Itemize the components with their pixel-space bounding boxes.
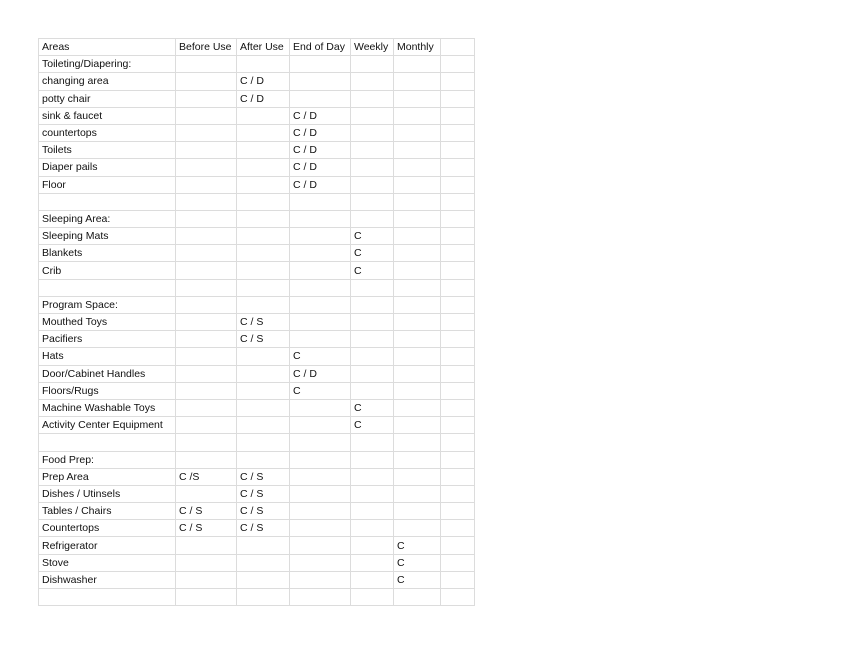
- table-row: [39, 417, 475, 434]
- table-row: [39, 176, 475, 193]
- schedule-cell[interactable]: C: [290, 382, 351, 399]
- table-row: [39, 279, 475, 296]
- schedule-cell[interactable]: [351, 589, 394, 606]
- schedule-cell[interactable]: [394, 90, 441, 107]
- schedule-cell[interactable]: [290, 90, 351, 107]
- schedule-cell[interactable]: [351, 142, 394, 159]
- schedule-cell[interactable]: [176, 331, 237, 348]
- area-cell[interactable]: Dishes / Utinsels: [39, 485, 176, 502]
- schedule-cell[interactable]: [290, 589, 351, 606]
- schedule-cell[interactable]: [394, 348, 441, 365]
- area-cell[interactable]: Stove: [39, 554, 176, 571]
- header-cell[interactable]: [441, 39, 475, 56]
- area-cell[interactable]: [39, 589, 176, 606]
- table-row: [39, 56, 475, 73]
- schedule-cell[interactable]: [394, 56, 441, 73]
- schedule-cell[interactable]: [351, 56, 394, 73]
- table-row: [39, 571, 475, 588]
- schedule-cell[interactable]: [394, 228, 441, 245]
- schedule-cell[interactable]: C / D: [290, 142, 351, 159]
- schedule-cell[interactable]: [237, 399, 290, 416]
- area-cell[interactable]: [39, 434, 176, 451]
- schedule-cell[interactable]: [290, 434, 351, 451]
- schedule-cell[interactable]: [394, 107, 441, 124]
- schedule-cell[interactable]: [176, 107, 237, 124]
- schedule-cell[interactable]: [237, 245, 290, 262]
- table-row: [39, 314, 475, 331]
- schedule-cell[interactable]: C: [290, 348, 351, 365]
- schedule-cell[interactable]: [441, 331, 475, 348]
- header-row: [39, 39, 475, 56]
- schedule-cell[interactable]: [351, 451, 394, 468]
- schedule-cell[interactable]: [394, 193, 441, 210]
- table-row: [39, 331, 475, 348]
- schedule-cell[interactable]: [237, 434, 290, 451]
- schedule-cell[interactable]: C: [351, 417, 394, 434]
- area-cell[interactable]: Door/Cabinet Handles: [39, 365, 176, 382]
- schedule-cell[interactable]: [237, 176, 290, 193]
- table-row: [39, 468, 475, 485]
- table-row: [39, 296, 475, 313]
- table-row: [39, 124, 475, 141]
- schedule-cell[interactable]: [441, 399, 475, 416]
- schedule-cell[interactable]: [394, 365, 441, 382]
- schedule-cell[interactable]: [394, 382, 441, 399]
- schedule-cell[interactable]: [176, 399, 237, 416]
- schedule-cell[interactable]: [441, 314, 475, 331]
- schedule-cell[interactable]: [351, 279, 394, 296]
- schedule-cell[interactable]: [351, 503, 394, 520]
- schedule-cell[interactable]: [176, 296, 237, 313]
- schedule-cell[interactable]: [351, 210, 394, 227]
- table-row: [39, 382, 475, 399]
- schedule-cell[interactable]: [351, 314, 394, 331]
- schedule-cell[interactable]: [176, 537, 237, 554]
- schedule-cell[interactable]: [176, 348, 237, 365]
- schedule-cell[interactable]: [237, 537, 290, 554]
- table-row: [39, 159, 475, 176]
- schedule-cell[interactable]: C / D: [290, 365, 351, 382]
- schedule-cell[interactable]: [441, 107, 475, 124]
- schedule-cell[interactable]: C / D: [290, 176, 351, 193]
- schedule-cell[interactable]: [290, 210, 351, 227]
- schedule-cell[interactable]: [351, 348, 394, 365]
- schedule-cell[interactable]: [441, 56, 475, 73]
- schedule-cell[interactable]: [290, 503, 351, 520]
- schedule-cell[interactable]: [237, 417, 290, 434]
- schedule-cell[interactable]: [176, 417, 237, 434]
- schedule-cell[interactable]: [176, 279, 237, 296]
- schedule-cell[interactable]: [290, 451, 351, 468]
- schedule-cell[interactable]: [441, 571, 475, 588]
- schedule-cell[interactable]: C / D: [237, 73, 290, 90]
- area-cell[interactable]: Program Space:: [39, 296, 176, 313]
- schedule-cell[interactable]: C / D: [290, 124, 351, 141]
- schedule-cell[interactable]: [237, 193, 290, 210]
- schedule-cell[interactable]: [351, 90, 394, 107]
- schedule-cell[interactable]: C: [351, 399, 394, 416]
- schedule-cell[interactable]: [351, 159, 394, 176]
- schedule-cell[interactable]: [176, 571, 237, 588]
- schedule-cell[interactable]: [394, 124, 441, 141]
- area-cell[interactable]: Activity Center Equipment: [39, 417, 176, 434]
- schedule-cell[interactable]: [351, 331, 394, 348]
- schedule-cell[interactable]: [176, 485, 237, 502]
- schedule-cell[interactable]: [237, 142, 290, 159]
- schedule-cell[interactable]: [394, 245, 441, 262]
- table-row: [39, 399, 475, 416]
- schedule-cell[interactable]: [351, 554, 394, 571]
- area-cell[interactable]: Food Prep:: [39, 451, 176, 468]
- area-cell[interactable]: Toileting/Diapering:: [39, 56, 176, 73]
- area-cell[interactable]: Machine Washable Toys: [39, 399, 176, 416]
- schedule-cell[interactable]: [290, 571, 351, 588]
- schedule-cell[interactable]: [351, 193, 394, 210]
- area-cell[interactable]: changing area: [39, 73, 176, 90]
- schedule-cell[interactable]: [441, 245, 475, 262]
- schedule-cell[interactable]: [441, 503, 475, 520]
- schedule-cell[interactable]: C / S: [237, 468, 290, 485]
- schedule-cell[interactable]: [290, 73, 351, 90]
- schedule-cell[interactable]: [290, 262, 351, 279]
- schedule-cell[interactable]: [237, 279, 290, 296]
- schedule-cell[interactable]: [237, 56, 290, 73]
- schedule-cell[interactable]: [441, 279, 475, 296]
- schedule-cell[interactable]: [441, 124, 475, 141]
- cleaning-schedule-table: [38, 38, 475, 606]
- schedule-cell[interactable]: [441, 468, 475, 485]
- schedule-cell[interactable]: C / D: [290, 107, 351, 124]
- schedule-cell[interactable]: [441, 417, 475, 434]
- schedule-cell[interactable]: [351, 296, 394, 313]
- schedule-cell[interactable]: [441, 451, 475, 468]
- schedule-cell[interactable]: [176, 434, 237, 451]
- header-cell[interactable]: Monthly: [394, 39, 441, 56]
- schedule-cell[interactable]: [176, 159, 237, 176]
- schedule-cell[interactable]: [441, 520, 475, 537]
- schedule-cell[interactable]: [176, 228, 237, 245]
- schedule-cell[interactable]: [351, 73, 394, 90]
- schedule-cell[interactable]: [441, 159, 475, 176]
- schedule-cell[interactable]: [394, 159, 441, 176]
- schedule-cell[interactable]: [176, 554, 237, 571]
- schedule-cell[interactable]: [441, 262, 475, 279]
- schedule-cell[interactable]: [351, 176, 394, 193]
- schedule-cell[interactable]: [441, 142, 475, 159]
- schedule-cell[interactable]: C: [351, 228, 394, 245]
- area-cell[interactable]: Pacifiers: [39, 331, 176, 348]
- table-row: [39, 365, 475, 382]
- schedule-cell[interactable]: [176, 73, 237, 90]
- schedule-cell[interactable]: [394, 142, 441, 159]
- schedule-cell[interactable]: C / S: [237, 503, 290, 520]
- area-cell[interactable]: Diaper pails: [39, 159, 176, 176]
- schedule-cell[interactable]: [441, 589, 475, 606]
- area-cell[interactable]: Refrigerator: [39, 537, 176, 554]
- schedule-cell[interactable]: [441, 554, 475, 571]
- schedule-cell[interactable]: [441, 90, 475, 107]
- schedule-cell[interactable]: C / S: [176, 503, 237, 520]
- schedule-cell[interactable]: [351, 365, 394, 382]
- table-row: [39, 503, 475, 520]
- table-row: [39, 520, 475, 537]
- area-cell[interactable]: Floor: [39, 176, 176, 193]
- schedule-cell[interactable]: [237, 296, 290, 313]
- schedule-cell[interactable]: [394, 210, 441, 227]
- area-cell[interactable]: Sleeping Area:: [39, 210, 176, 227]
- schedule-cell[interactable]: [394, 451, 441, 468]
- schedule-cell[interactable]: C / S: [176, 520, 237, 537]
- schedule-cell[interactable]: [290, 554, 351, 571]
- table-row: [39, 434, 475, 451]
- table-row: [39, 90, 475, 107]
- schedule-cell[interactable]: [176, 176, 237, 193]
- schedule-cell[interactable]: [176, 589, 237, 606]
- schedule-cell[interactable]: [394, 468, 441, 485]
- schedule-cell[interactable]: [441, 485, 475, 502]
- schedule-cell[interactable]: [176, 90, 237, 107]
- schedule-cell[interactable]: [237, 365, 290, 382]
- schedule-cell[interactable]: [351, 124, 394, 141]
- table-row: [39, 554, 475, 571]
- header-cell[interactable]: Weekly: [351, 39, 394, 56]
- table-row: [39, 537, 475, 554]
- schedule-cell[interactable]: [237, 451, 290, 468]
- schedule-cell[interactable]: [290, 520, 351, 537]
- area-cell[interactable]: Crib: [39, 262, 176, 279]
- schedule-cell[interactable]: C / S: [237, 485, 290, 502]
- schedule-cell[interactable]: [237, 159, 290, 176]
- schedule-cell[interactable]: [290, 417, 351, 434]
- area-cell[interactable]: Countertops: [39, 520, 176, 537]
- schedule-cell[interactable]: [290, 56, 351, 73]
- table-row: [39, 193, 475, 210]
- schedule-cell[interactable]: [176, 124, 237, 141]
- schedule-cell[interactable]: [290, 279, 351, 296]
- schedule-cell[interactable]: C: [394, 537, 441, 554]
- schedule-cell[interactable]: [441, 382, 475, 399]
- schedule-cell[interactable]: [351, 434, 394, 451]
- schedule-cell[interactable]: C /S: [176, 468, 237, 485]
- schedule-cell[interactable]: [237, 571, 290, 588]
- area-cell[interactable]: Tables / Chairs: [39, 503, 176, 520]
- schedule-cell[interactable]: [351, 520, 394, 537]
- schedule-cell[interactable]: [394, 485, 441, 502]
- header-cell[interactable]: End of Day: [290, 39, 351, 56]
- schedule-cell[interactable]: [290, 331, 351, 348]
- schedule-cell[interactable]: [290, 485, 351, 502]
- schedule-cell[interactable]: [394, 314, 441, 331]
- schedule-cell[interactable]: [290, 245, 351, 262]
- schedule-cell[interactable]: [290, 296, 351, 313]
- schedule-cell[interactable]: [290, 468, 351, 485]
- schedule-cell[interactable]: [237, 210, 290, 227]
- schedule-cell[interactable]: [237, 107, 290, 124]
- schedule-cell[interactable]: [441, 176, 475, 193]
- area-cell[interactable]: potty chair: [39, 90, 176, 107]
- table-row: [39, 348, 475, 365]
- schedule-cell[interactable]: [441, 228, 475, 245]
- header-cell[interactable]: After Use: [237, 39, 290, 56]
- schedule-cell[interactable]: [394, 434, 441, 451]
- schedule-cell[interactable]: [394, 262, 441, 279]
- area-cell[interactable]: [39, 279, 176, 296]
- table-row: [39, 245, 475, 262]
- schedule-cell[interactable]: [441, 348, 475, 365]
- schedule-cell[interactable]: [394, 73, 441, 90]
- schedule-cell[interactable]: [441, 365, 475, 382]
- area-cell[interactable]: Prep Area: [39, 468, 176, 485]
- schedule-cell[interactable]: [290, 537, 351, 554]
- schedule-cell[interactable]: [351, 485, 394, 502]
- table-row: [39, 210, 475, 227]
- area-cell[interactable]: Dishwasher: [39, 571, 176, 588]
- schedule-cell[interactable]: [441, 193, 475, 210]
- header-cell[interactable]: Areas: [39, 39, 176, 56]
- schedule-cell[interactable]: [394, 503, 441, 520]
- schedule-cell[interactable]: [237, 589, 290, 606]
- schedule-cell[interactable]: [351, 382, 394, 399]
- schedule-cell[interactable]: [176, 193, 237, 210]
- schedule-cell[interactable]: [237, 262, 290, 279]
- schedule-cell[interactable]: [441, 210, 475, 227]
- schedule-cell[interactable]: C / D: [237, 90, 290, 107]
- schedule-cell[interactable]: [290, 228, 351, 245]
- schedule-cell[interactable]: C: [351, 245, 394, 262]
- area-cell[interactable]: Toilets: [39, 142, 176, 159]
- table-row: [39, 228, 475, 245]
- schedule-cell[interactable]: C / S: [237, 520, 290, 537]
- schedule-cell[interactable]: [394, 176, 441, 193]
- schedule-cell[interactable]: [394, 296, 441, 313]
- schedule-cell[interactable]: [394, 589, 441, 606]
- schedule-cell[interactable]: [394, 520, 441, 537]
- schedule-cell[interactable]: C: [351, 262, 394, 279]
- schedule-cell[interactable]: C: [394, 554, 441, 571]
- schedule-cell[interactable]: [351, 107, 394, 124]
- schedule-cell[interactable]: [351, 468, 394, 485]
- schedule-cell[interactable]: [441, 296, 475, 313]
- schedule-cell[interactable]: [176, 382, 237, 399]
- schedule-cell[interactable]: [237, 348, 290, 365]
- schedule-cell[interactable]: [394, 417, 441, 434]
- area-cell[interactable]: Mouthed Toys: [39, 314, 176, 331]
- schedule-cell[interactable]: [176, 142, 237, 159]
- schedule-cell[interactable]: [176, 210, 237, 227]
- schedule-cell[interactable]: [237, 228, 290, 245]
- table-row: [39, 262, 475, 279]
- schedule-cell[interactable]: [176, 451, 237, 468]
- schedule-cell[interactable]: [176, 262, 237, 279]
- area-cell[interactable]: Blankets: [39, 245, 176, 262]
- schedule-cell[interactable]: C: [394, 571, 441, 588]
- area-cell[interactable]: countertops: [39, 124, 176, 141]
- schedule-cell[interactable]: C / D: [290, 159, 351, 176]
- table-row: [39, 107, 475, 124]
- schedule-cell[interactable]: [441, 73, 475, 90]
- schedule-cell[interactable]: [237, 382, 290, 399]
- schedule-cell[interactable]: [176, 314, 237, 331]
- schedule-cell[interactable]: [351, 571, 394, 588]
- schedule-cell[interactable]: [290, 399, 351, 416]
- table-row: [39, 451, 475, 468]
- schedule-cell[interactable]: [441, 537, 475, 554]
- schedule-cell[interactable]: C / S: [237, 314, 290, 331]
- area-cell[interactable]: sink & faucet: [39, 107, 176, 124]
- schedule-cell[interactable]: [237, 554, 290, 571]
- area-cell[interactable]: Hats: [39, 348, 176, 365]
- table-row: [39, 73, 475, 90]
- area-cell[interactable]: Floors/Rugs: [39, 382, 176, 399]
- area-cell[interactable]: Sleeping Mats: [39, 228, 176, 245]
- schedule-cell[interactable]: [290, 193, 351, 210]
- schedule-cell[interactable]: [394, 399, 441, 416]
- table-row: [39, 589, 475, 606]
- area-cell[interactable]: [39, 193, 176, 210]
- schedule-cell[interactable]: [394, 331, 441, 348]
- schedule-cell[interactable]: [237, 124, 290, 141]
- schedule-cell[interactable]: [176, 365, 237, 382]
- schedule-cell[interactable]: [290, 314, 351, 331]
- table-row: [39, 485, 475, 502]
- schedule-cell[interactable]: [394, 279, 441, 296]
- header-cell[interactable]: Before Use: [176, 39, 237, 56]
- schedule-cell[interactable]: [176, 245, 237, 262]
- schedule-cell[interactable]: C / S: [237, 331, 290, 348]
- schedule-cell[interactable]: [351, 537, 394, 554]
- table-row: [39, 142, 475, 159]
- schedule-cell[interactable]: [176, 56, 237, 73]
- table-body: [39, 39, 475, 606]
- schedule-cell[interactable]: [441, 434, 475, 451]
